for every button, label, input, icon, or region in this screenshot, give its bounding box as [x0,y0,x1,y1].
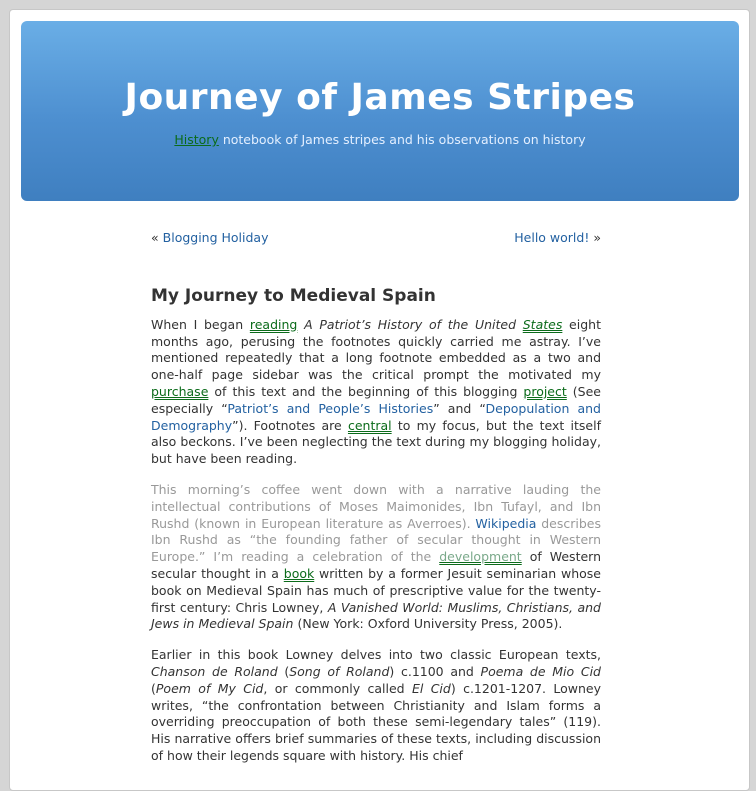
post-content [151,230,601,779]
previous-post-nav [151,230,269,247]
text-title: Poema de Mio Cid [480,663,601,679]
text: (New York: Oxford University Press, 2005). [293,616,563,632]
text: ( [277,663,290,679]
keyword-link-states[interactable]: States [522,316,563,332]
text-title: El Cid [411,680,451,696]
text: ”). Footnotes are [232,417,348,433]
text: ) c.1100 and [389,663,481,679]
keyword-link-book[interactable]: book [283,565,315,581]
text: written by a former Jesuit seminarian whose book on Medieval Spain has much of prescriptive value for the twenty-first century: Chris Lowney, [151,565,602,615]
blog-title[interactable]: Journey of James Stripes [124,77,636,118]
tagline-text: notebook of James stripes and his observations on history [218,132,586,147]
text: of Western secular thought in a [151,549,601,581]
post-title[interactable]: My Journey to Medieval Spain [151,286,436,306]
keyword-link-reading[interactable]: reading [249,316,298,332]
keyword-link-development[interactable]: development [439,549,522,565]
post-paragraph-3 [151,647,601,765]
text: ( [151,680,156,696]
book-title: A Patriot’s History of the United [304,316,523,332]
book-title: A Vanished World: Muslims, Christians, and Jews in Medieval Spain [151,599,601,632]
post-paragraph-1 [151,317,601,468]
keyword-link-central[interactable]: central [347,417,392,433]
previous-arrow: « [151,230,159,245]
keyword-link-project[interactable]: project [523,383,567,399]
text: ” and “ [433,400,486,416]
text: , or commonly called [263,680,412,696]
text-title: Poem of My Cid [155,680,264,696]
text: describes Ibn Rushd as “the founding father of secular thought in Western Europe.” I’m reading a celebration of the [151,515,602,565]
next-arrow: » [593,230,601,245]
text: This morning’s coffee went down with a narrative lauding the intellectual contributions of Moses Maimonides, Ibn Tufayl, and Ibn Rushd (known in European literature as Averroes). [151,481,601,531]
depopulation-demography-link[interactable]: Depopulation and Demography [151,400,601,433]
text-title: Song of Roland [289,663,390,679]
previous-post-link[interactable]: Blogging Holiday [162,230,269,245]
keyword-link-purchase[interactable]: purchase [151,383,209,399]
text: ) c.1201-1207. Lowney writes, “the confrontation between Christianity and Islam forms a overriding preoccupation of both these semi-legendary tales” (119). His narrative offers brief summaries of these texts, including discussion of how their legends square with history. His chief [151,680,602,763]
blog-header [21,21,739,201]
patriots-histories-link[interactable]: Patriot’s and People’s Histories [227,400,434,416]
text: to my focus, but the text itself also beckons. I’ve been neglecting the text during my blogging holiday, but have been reading. [151,417,601,467]
post-navigation [151,230,601,248]
text: Earlier in this book Lowney delves into two classic European texts, [151,647,601,663]
text: eight months ago, perusing the footnotes quickly carried me astray. I’ve mentioned repeatedly that a long footnote embedded as a two and one-half page sidebar was the critical prompt the motivated my [151,316,601,383]
post-paragraph-2 [151,482,601,633]
blog-tagline [21,132,739,147]
text: (See especially “ [151,383,601,416]
text-title: Chanson de Roland [151,663,278,679]
text: of this text and the beginning of this blogging [208,383,524,399]
next-post-link[interactable]: Hello world! [514,230,590,245]
text: When I began [151,316,250,332]
next-post-nav [514,230,601,247]
wikipedia-link[interactable]: Wikipedia [475,515,537,531]
tagline-keyword-link[interactable]: History [174,132,219,147]
